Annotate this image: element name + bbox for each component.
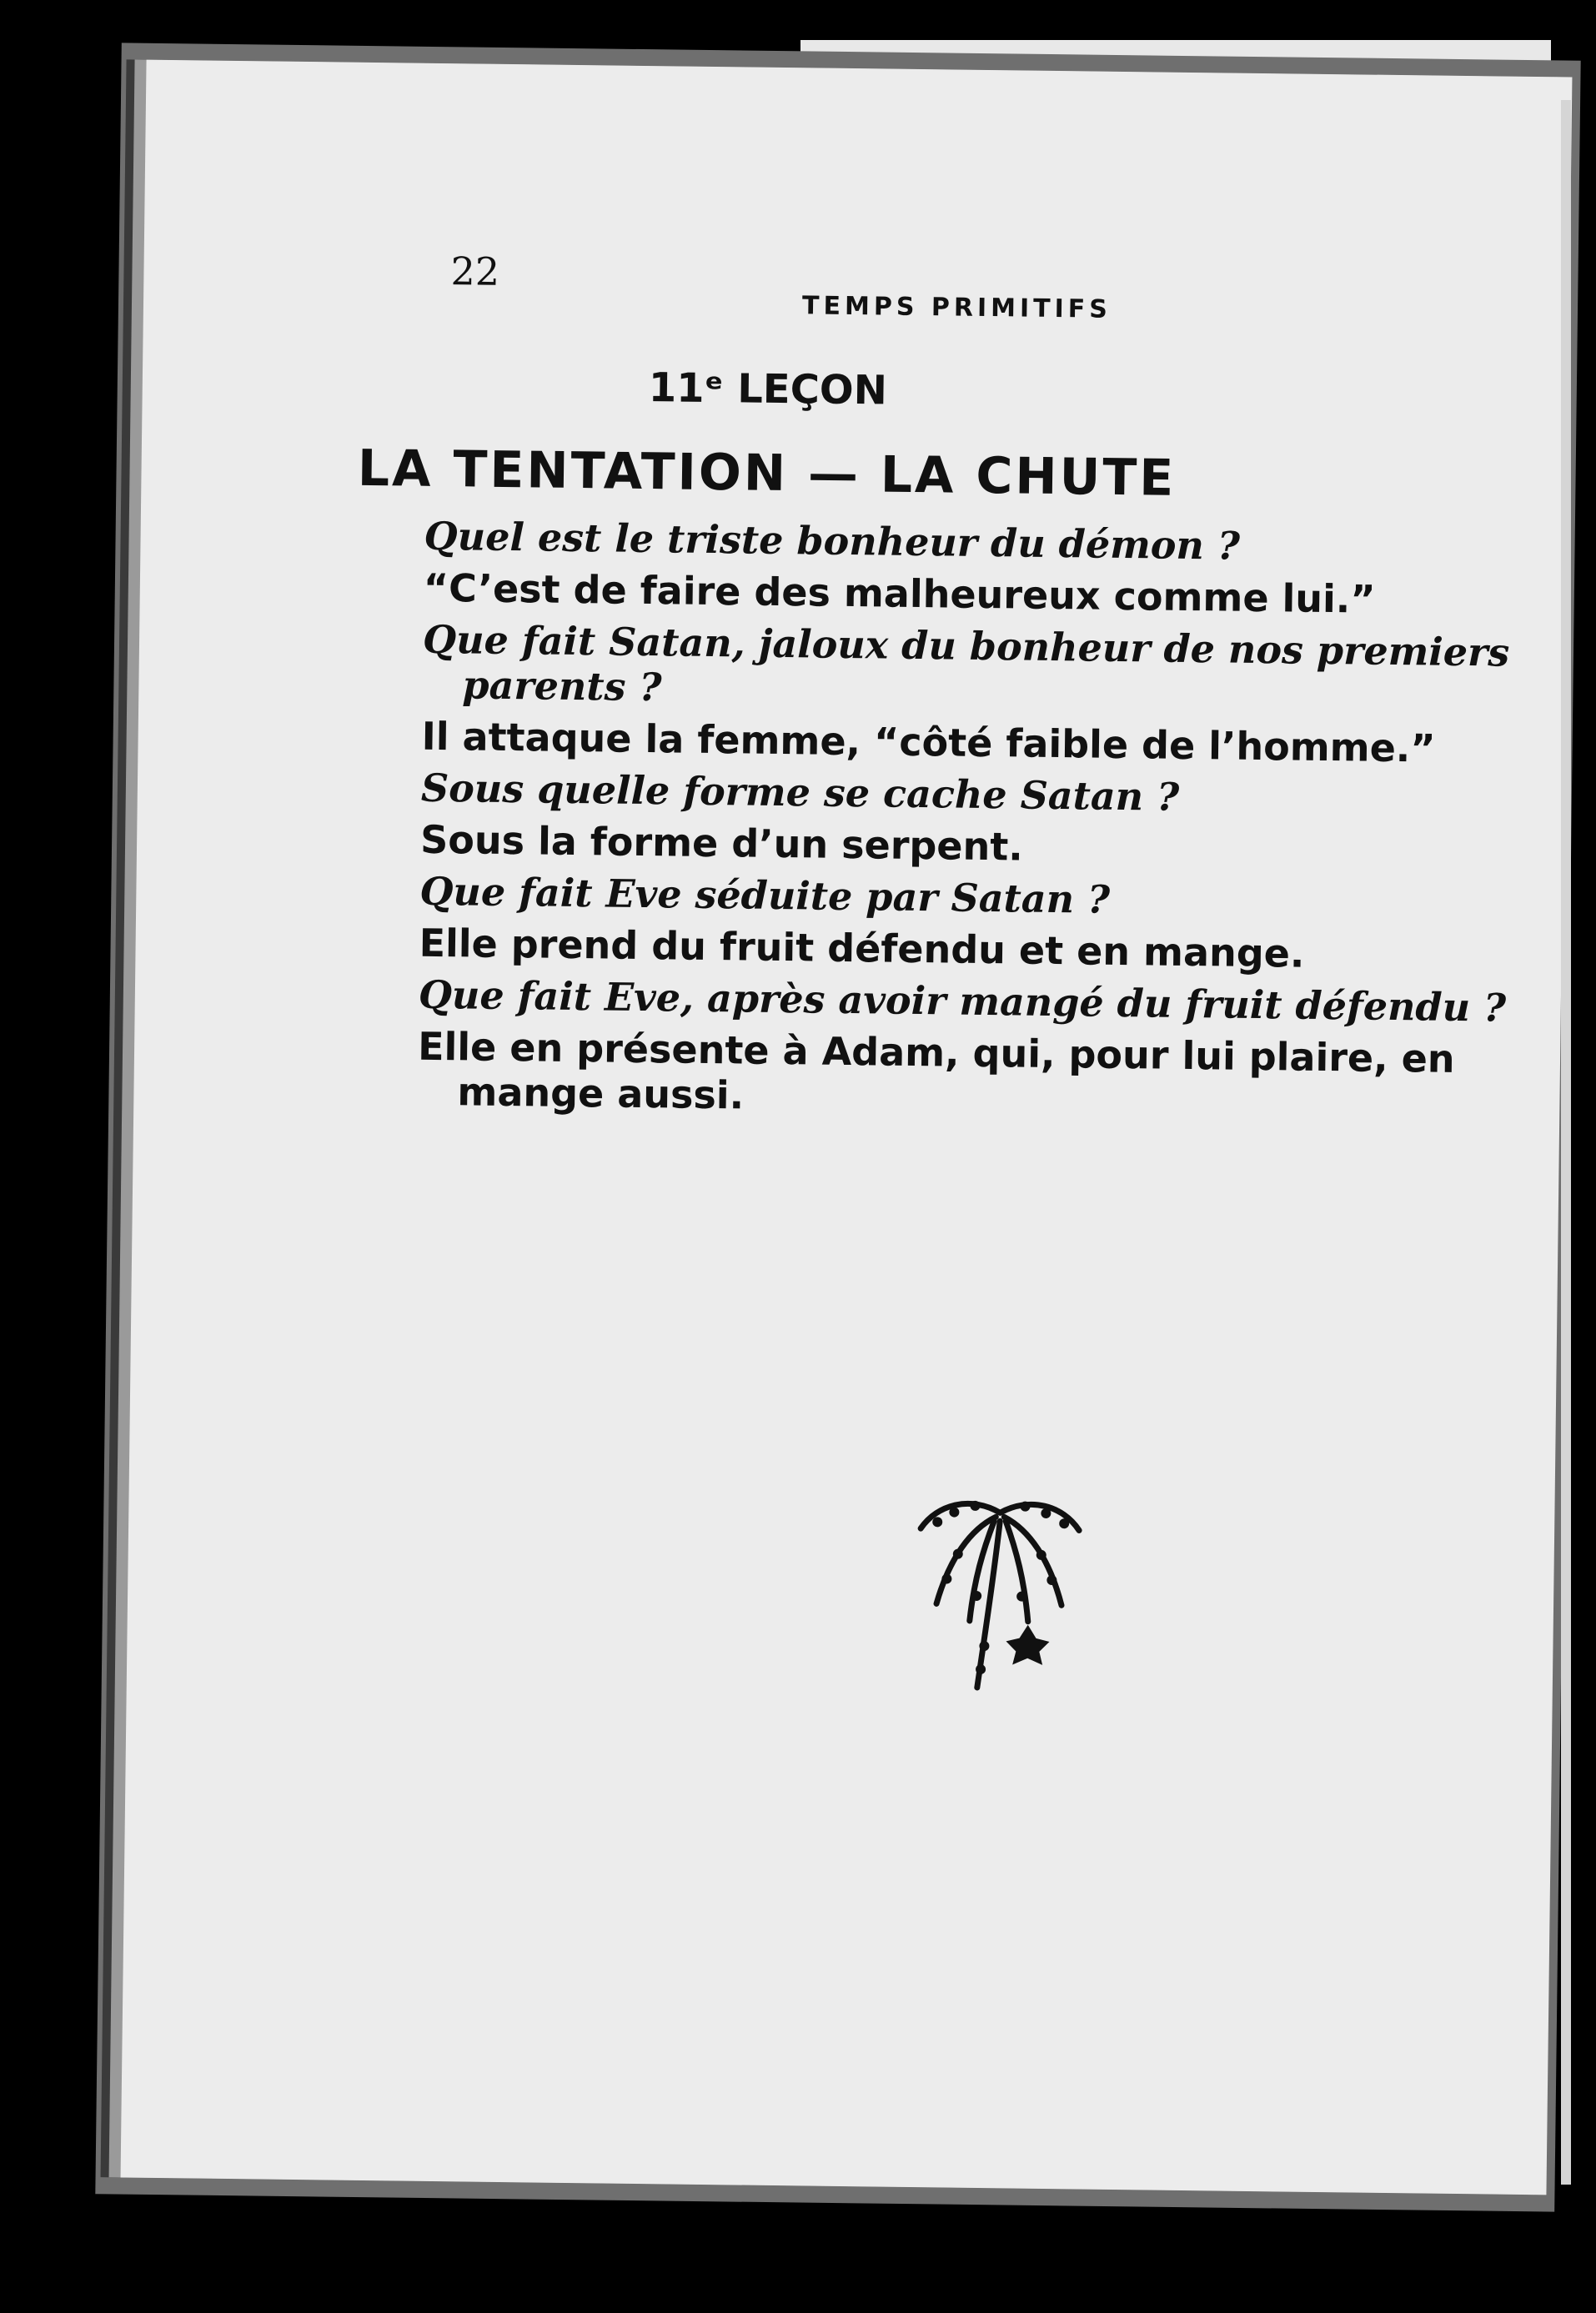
lesson-title: LA TENTATION — LA CHUTE bbox=[357, 439, 1177, 508]
answer: Sous la forme d’un serpent. bbox=[419, 816, 1024, 870]
question: Quel est le triste bonheur du démon ? bbox=[424, 513, 1241, 569]
answer: “C’est de faire des malheureux comme lui.” bbox=[423, 564, 1376, 622]
answer: Il attaque la femme, “côté faible de l’homme.” bbox=[421, 713, 1436, 771]
question: Que fait Eve séduite par Satan ? bbox=[419, 868, 1111, 922]
question: Que fait Satan, jaloux du bonheur de nos premiers parents ? bbox=[422, 616, 1510, 710]
answer: Elle prend du fruit défendu et en mange. bbox=[419, 920, 1305, 976]
page-number: 22 bbox=[450, 248, 500, 294]
running-header: TEMPS PRIMITIFS bbox=[801, 291, 1112, 324]
palm-tree-ornament-icon bbox=[911, 1478, 1088, 1698]
catechism-text bbox=[417, 514, 1558, 1135]
answer: Elle en présente à Adam, qui, pour lui plaire, en mange aussi. bbox=[417, 1023, 1455, 1118]
question: Que fait Eve, après avoir mangé du fruit défendu ? bbox=[418, 971, 1507, 1031]
book-page bbox=[121, 60, 1573, 2195]
lesson-number: 11ᵉ LEÇON bbox=[648, 364, 888, 414]
question: Sous quelle forme se cache Satan ? bbox=[420, 765, 1180, 820]
page-right-edge bbox=[1561, 100, 1571, 2185]
